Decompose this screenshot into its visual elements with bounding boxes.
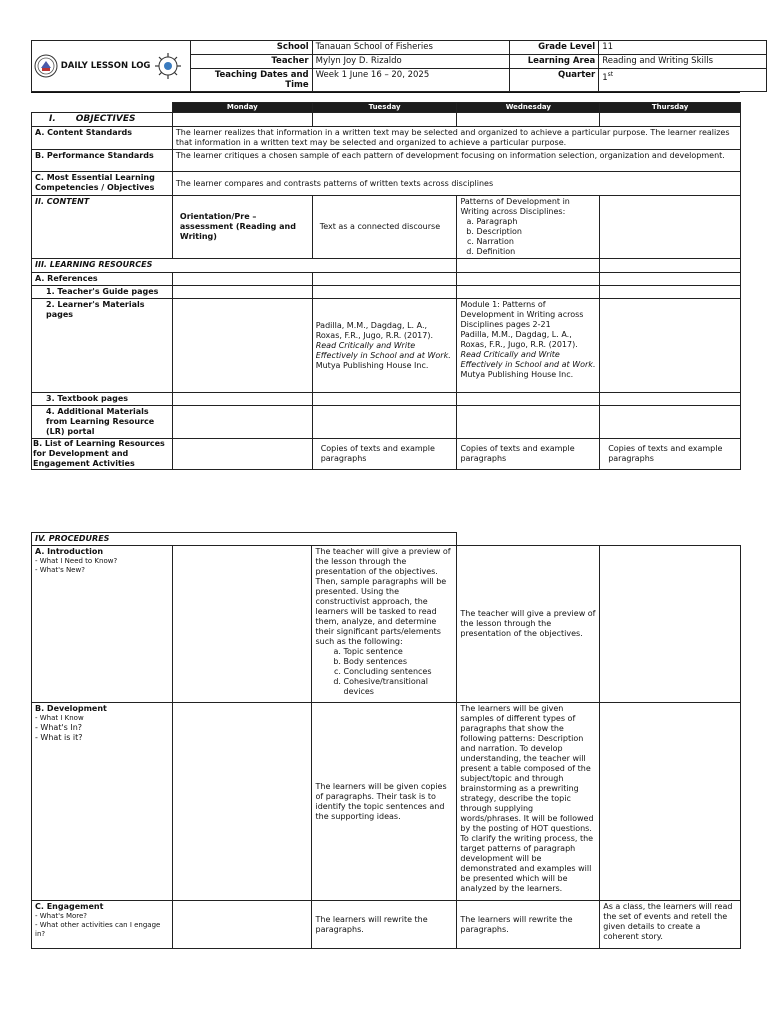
introduction-label-cell — [32, 546, 173, 703]
resources-list-thursday: Copies of texts and example paragraphs — [600, 439, 741, 470]
engagement-label: C. Engagement — [35, 902, 104, 911]
eng-sub-other-activities: - What other activities can I engage in? — [35, 921, 161, 938]
engagement-label-cell — [32, 901, 173, 949]
objectives-heading: I. OBJECTIVES — [32, 113, 173, 127]
lm-tue-publisher: Mutya Publishing House Inc. — [315, 360, 429, 370]
content-wednesday — [457, 196, 600, 259]
lm-wed-publisher: Mutya Publishing House Inc. — [460, 370, 574, 379]
intro-sub-need-to-know: - What I Need to Know? — [35, 557, 118, 565]
grade-value: 11 — [599, 41, 767, 55]
school-seal-icon — [153, 52, 183, 80]
lm-wednesday — [457, 299, 600, 393]
lesson-table — [31, 102, 741, 470]
intro-item-cohesive: d. Cohesive/transitional devices — [343, 677, 453, 697]
content-standards-label: A. Content Standards — [32, 127, 173, 150]
day-thursday: Thursday — [600, 103, 741, 113]
resources-list-label: B. List of Learning Resources for Development and Engagement Activities — [32, 439, 173, 470]
learners-materials-label: 2. Learner's Materials pages — [32, 299, 173, 393]
eng-tuesday: The learners will rewrite the paragraphs. — [312, 901, 457, 949]
content-item-narration: c. Narration — [476, 237, 596, 247]
dev-sub-what-i-know: - What I Know — [35, 714, 84, 722]
eng-thursday: As a class, the learners will read the set of events and retell the given details to create a coherent story. — [600, 901, 741, 949]
intro-sub-whats-new: - What's New? — [35, 566, 85, 574]
introduction-label: A. Introduction — [35, 547, 104, 556]
quarter-number: 1 — [602, 72, 608, 83]
teachers-guide-label: 1. Teacher's Guide pages — [32, 286, 173, 299]
competencies-label: C. Most Essential Learning Competencies / Objectives — [32, 172, 173, 196]
lm-wed-title: Read Critically and Write Effectively in School and at Work. — [460, 350, 596, 369]
header-title-cell — [32, 41, 191, 92]
dates-value: Week 1 June 16 – 20, 2025 — [312, 69, 510, 92]
lm-tue-authors: Padilla, M.M., Dagdag, L. A., Roxas, F.R., Jugo, R.R. (2017). — [315, 320, 434, 340]
references-label: A. References — [32, 273, 173, 286]
dates-label: Teaching Dates and Time — [190, 69, 312, 92]
grade-label: Grade Level — [510, 41, 599, 55]
day-wednesday: Wednesday — [457, 103, 600, 113]
school-value: Tanauan School of Fisheries — [312, 41, 510, 55]
header-rule — [31, 92, 740, 93]
area-label: Learning Area — [510, 55, 599, 69]
content-item-description: b. Description — [476, 227, 596, 237]
quarter-suffix: st — [607, 71, 614, 78]
intro-tuesday-text: The teacher will give a preview of the lesson through the presentation of the objectives. Then, sample paragraphs will be presented. Using the constructivist approach, the learners will be tasked to read them, analyze, and determine their significant parts/elements such as the following: — [315, 547, 451, 646]
lm-tuesday — [312, 299, 457, 393]
dev-sub-what-is-it: - What is it? — [35, 733, 83, 742]
intro-wednesday: The teacher will give a preview of the lesson through the presentation of the objectives. — [457, 546, 600, 703]
header-table — [31, 40, 767, 92]
procedures-heading: IV. PROCEDURES — [32, 533, 457, 546]
intro-item-topic-sentence: a. Topic sentence — [343, 647, 453, 657]
deped-seal-icon — [34, 54, 58, 78]
dev-tuesday: The learners will be given copies of paragraphs. Their task is to identify the topic sentences and the supporting ideas. — [312, 703, 457, 901]
area-value: Reading and Writing Skills — [599, 55, 767, 69]
lm-tue-title: Read Critically and Write Effectively in School and at Work. — [315, 340, 451, 360]
content-item-definition: d. Definition — [476, 247, 596, 257]
quarter-value — [599, 69, 767, 92]
development-label-cell — [32, 703, 173, 901]
development-label: B. Development — [35, 704, 107, 713]
dev-wednesday: The learners will be given samples of different types of paragraphs that show the following patterns: Description and narration. To develop understanding, the teacher will present a table composed of the subject/topic and through brainstorming as a prewriting strategy, describe the topic through supplying words/phrases. It will be followed by the posting of HOT questions. To clarify the writing process, the target patterns of paragraph development will be demonstrated and examples will be presented which will be analyzed by the learners. — [457, 703, 600, 901]
resources-heading: III. LEARNING RESOURCES — [32, 259, 457, 273]
intro-item-concluding: c. Concluding sentences — [343, 667, 453, 677]
document-title: DAILY LESSON LOG — [60, 61, 151, 71]
content-monday: Orientation/Pre – assessment (Reading and Writing) — [172, 196, 312, 259]
performance-standards-text: The learner critiques a chosen sample of each pattern of development focusing on information selection, organization and development. — [172, 150, 740, 172]
dev-sub-whats-in: - What's In? — [35, 723, 83, 732]
content-standards-text: The learner realizes that information in a written text may be selected and organized to achieve a particular purpose. The learner realizes that information in a written text may be selected and organized to achieve a particular purpose. — [172, 127, 740, 150]
content-heading: II. CONTENT — [32, 196, 173, 259]
performance-standards-label: B. Performance Standards — [32, 150, 173, 172]
content-item-paragraph: a. Paragraph — [476, 217, 596, 227]
textbook-label: 3. Textbook pages — [32, 393, 173, 406]
day-monday: Monday — [172, 103, 312, 113]
resources-list-wednesday: Copies of texts and example paragraphs — [457, 439, 600, 470]
intro-tuesday — [312, 546, 457, 703]
additional-materials-label: 4. Additional Materials from Learning Resource (LR) portal — [32, 406, 173, 439]
day-tuesday: Tuesday — [312, 103, 457, 113]
eng-wednesday: The learners will rewrite the paragraphs. — [457, 901, 600, 949]
school-label: School — [190, 41, 312, 55]
content-wednesday-intro: Patterns of Development in Writing across Disciplines: — [460, 197, 570, 216]
content-tuesday: Text as a connected discourse — [312, 196, 457, 259]
competencies-text: The learner compares and contrasts patterns of written texts across disciplines — [172, 172, 740, 196]
resources-list-tuesday: Copies of texts and example paragraphs — [312, 439, 457, 470]
quarter-label: Quarter — [510, 69, 599, 92]
teacher-value: Mylyn Joy D. Rizaldo — [312, 55, 510, 69]
procedures-table — [31, 532, 741, 949]
eng-sub-whats-more: - What's More? — [35, 912, 88, 920]
intro-item-body-sentences: b. Body sentences — [343, 657, 453, 667]
teacher-label: Teacher — [190, 55, 312, 69]
lm-wed-module: Module 1: Patterns of Development in Writing across Disciplines pages 2-21 — [460, 300, 584, 329]
lm-wed-authors: Padilla, M.M., Dagdag, L. A., Roxas, F.R., Jugo, R.R. (2017). — [460, 330, 578, 349]
